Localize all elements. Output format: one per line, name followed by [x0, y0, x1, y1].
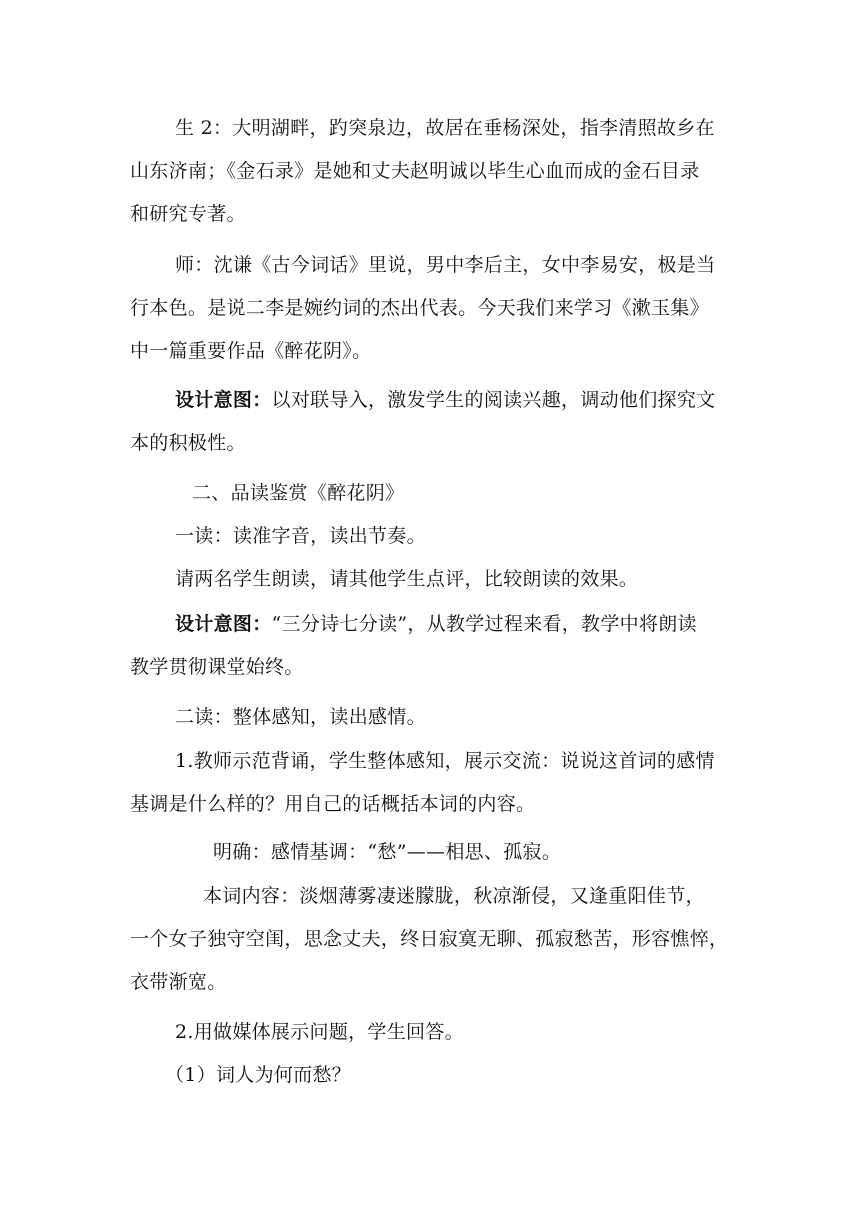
question1-line: （1）词人为何而愁？: [165, 1064, 352, 1086]
design-intent-text: 以对联导入，激发学生的阅读兴趣，调动他们探究文: [271, 389, 716, 411]
paragraph-teacher-line2: 行本色。是说二李是婉约词的杰出代表。今天我们来学习《漱玉集》: [130, 297, 710, 319]
item1-line2: 基调是什么样的？用自己的话概括本词的内容。: [130, 793, 536, 815]
content-line2: 一个女子独守空闺，思念丈夫，终日寂寞无聊、孤寂愁苦，形容憔悴，: [130, 928, 729, 950]
paragraph-teacher-line3: 中一篇重要作品《醉花阴》。: [130, 340, 372, 362]
content-line3: 衣带渐宽。: [130, 971, 227, 993]
item2-line: 2.用做媒体展示问题，学生回答。: [175, 1021, 464, 1043]
design-intent-label: 设计意图：: [175, 389, 272, 411]
design-intent-label: 设计意图：: [175, 613, 272, 635]
second-reading-heading: 二读：整体感知，读出感情。: [175, 706, 426, 728]
content-line1: 本词内容：淡烟薄雾凄迷朦胧，秋凉渐侵，又逢重阳佳节，: [203, 885, 705, 907]
paragraph-teacher-line1: 师：沈谦《古今词话》里说，男中李后主，女中李易安，极是当: [175, 254, 716, 276]
design-intent-2-line1: [175, 612, 775, 636]
design-intent-2-line2: 教学贯彻课堂始终。: [130, 656, 304, 678]
design-intent-text: “三分诗七分读”，从教学过程来看，教学中将朗读: [271, 613, 697, 635]
design-intent-1-line1: [175, 388, 775, 412]
paragraph-student2-line3: 和研究专著。: [130, 203, 246, 225]
first-reading-desc: 请两名学生朗读，请其他学生点评，比较朗读的效果。: [175, 568, 639, 590]
paragraph-student2-line1: 生 2：大明湖畔，趵突泉边，故居在垂杨深处，指李清照故乡在: [175, 117, 715, 139]
clarify-line: 明确：感情基调：“愁”——相思、孤寂。: [213, 841, 562, 863]
section-heading-2: 二、品读鉴赏《醉花阴》: [192, 482, 405, 504]
item1-line1: 1.教师示范背诵，学生整体感知，展示交流：说说这首词的感情: [175, 750, 715, 772]
design-intent-1-line2: 本的积极性。: [130, 432, 246, 454]
paragraph-student2-line2: 山东济南；《金石录》是她和丈夫赵明诚以毕生心血而成的金石目录: [130, 160, 700, 182]
first-reading-heading: 一读：读准字音，读出节奏。: [175, 525, 426, 547]
